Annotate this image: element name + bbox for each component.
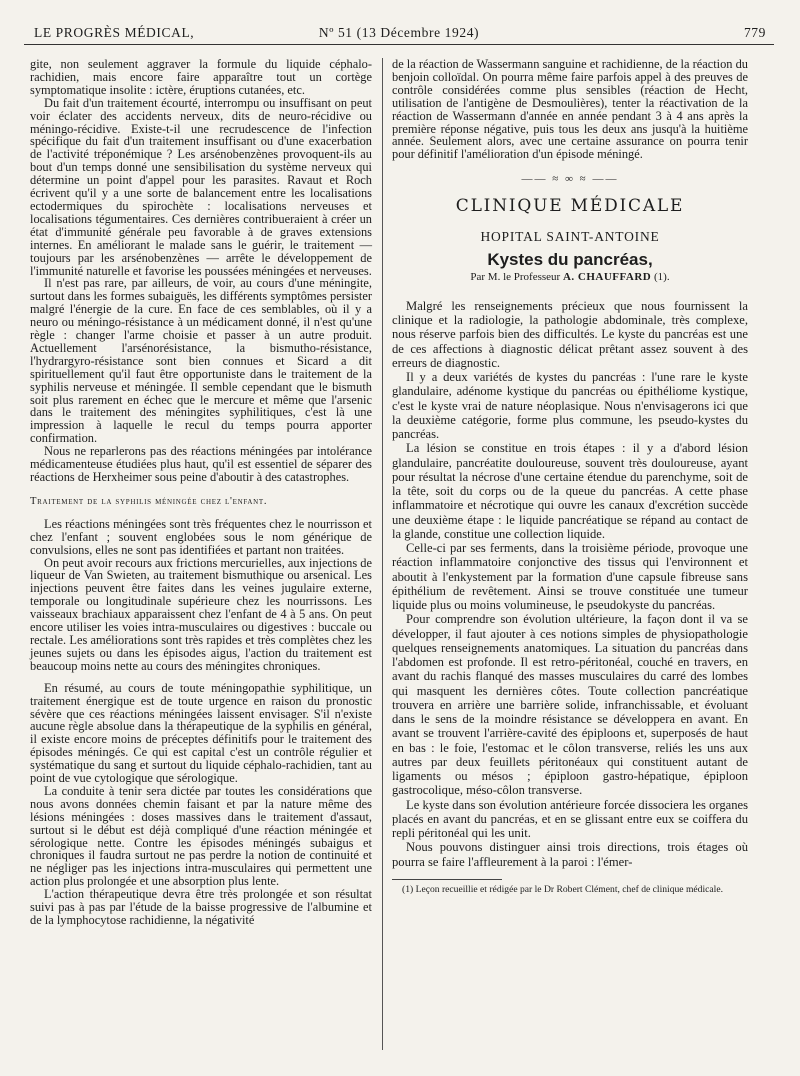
running-header <box>24 22 774 45</box>
paragraph: En résumé, au cours de toute méningopathie syphilitique, un traitement énergique est de toute urgence en raison du pronostic sévère que ces réactions méningées laissent envisager. S'il n'existe aucune règle absolue dans la thérapeutique de la syphilis en général, il existe encore moins de préceptes définitifs pour le traitement des épisodes méningés. Ce qui est capital c'est un contrôle régulier et systématique du sang et surtout du liquide céphalo-rachidien, tant au point de vue cytologique que sérologique. <box>30 680 372 786</box>
paragraph: Le kyste dans son évolution antérieure forcée dissociera les organes placés en avant du pancréas, et en se glissant entre eux se coiffera du repli péritonéal qui les unit. <box>392 797 748 841</box>
ornament-glyph: —— ≈ ∞ ≈ —— <box>521 173 619 186</box>
paragraph: de la réaction de Wassermann sanguine et rachidienne, de la réaction du benjoin colloïdal. On pourra même faire parfois appel à des preuves de contrôle considérées comme plus sensibles (réaction de Hecht, utilisation de l'antigène de Desmoulières), tenter la réactivation de la réaction de Wassermann d'année en année pendant 3 à 4 ans après la première réponse négative, puis tous les deux ans jusqu'à la huitième année. Seulement alors, avec une certaine assurance on pourra tenir pour définitif l'amélioration d'un épisode méningé. <box>392 57 748 162</box>
issue-info: Nº 51 (13 Décembre 1924) <box>318 25 480 40</box>
paragraph: Nous pouvons distinguer ainsi trois directions, trois étages où pourra se faire l'affleurement à la paroi : l'émer- <box>392 840 748 869</box>
paragraph: Nous ne reparlerons pas des réactions méningées par intolérance médicamenteuse étudiées plus haut, qu'il est essentiel de séparer des réactions de Herxheimer sous peine d'aboutir à des catastrophes. <box>30 444 372 484</box>
footnote-rule <box>392 879 502 880</box>
byline-prefix: Par M. le Professeur <box>470 270 561 283</box>
left-column <box>30 58 372 927</box>
section-ornament <box>392 173 748 186</box>
byline-author: A. CHAUFFARD <box>562 270 652 283</box>
byline <box>392 271 748 284</box>
paragraph: gite, non seulement aggraver la formule du liquide céphalo-rachidien, mais encore faire apparaître tout un cortège symptomatique insolite : ictère, éruptions cutanées, etc. <box>30 57 372 97</box>
article-title: Kystes du pancréas, <box>487 249 653 269</box>
paragraph: La conduite à tenir sera dictée par toutes les considérations que nous avons données chemin faisant et par la nature même des lésions méningées : doses massives dans le traitement d'assaut, surtout si le début est déjà compliqué d'une réaction méningée et sérologique nette. Contre les épisodes méningés subaigus et chroniques il faudra surtout ne pas perdre la notion de continuité et ne négliger pas les injections intra-musculaires qui permettent une action plus prolongée et une absorption plus lente. <box>30 783 372 889</box>
hospital-name: HOPITAL SAINT-ANTOINE <box>480 229 660 245</box>
journal-title: LE PROGRÈS MÉDICAL, <box>34 25 195 40</box>
page-number: 779 <box>743 25 766 40</box>
footnote-marker: (1). <box>654 270 670 283</box>
article-body <box>392 299 748 869</box>
paragraph: La lésion se constitue en trois étapes : il y a d'abord lésion glandulaire, pancréatite douloureuse, souvent très douloureuse, ayant pour résultat la nécrose d'une certaine étendue du parenchyme, soit de la tête, soit du corps ou de la queue du pancréas. A cette phase inflammatoire et nécrotique qui ouvre les canaux d'excrétion succède une deuxième étape : le liquide pancréatique se répand au contact de la glande, constitue une collection liquide. <box>392 441 748 541</box>
paragraph: On peut avoir recours aux frictions mercurielles, aux injections de liqueur de Van Swieten, au traitement bismuthique ou arsenical. Les injections peuvent être faites dans les veines jugulaire externe, temporale ou longitudinale supérieure chez les nourrissons. Les vaisseaux brachiaux apparaissent chez l'enfant de 4 à 5 ans. On peut encore utiliser les voies intra-musculaires ou digestives : buccale ou rectale. Les améliorations sont très rapides et très complètes chez les jeunes sujets ou dans les épisodes aigus, l'action du traitement est beaucoup moins nette au cours des méningites chroniques. <box>30 555 372 673</box>
column-divider <box>382 58 383 1050</box>
paragraph: Du fait d'un traitement écourté, interrompu ou insuffisant on peut voir éclater des accidents nerveux, dits de neuro-récidive ou méningo-récidive. Existe-t-il une recrudescence de l'infection spécifique du fait d'un traitement insuffisant ou d'une exacerbation de l'activité tréponémique ? Les arsénobenzènes provoquent-ils au bout d'un temps donné une sensibilisation du système nerveux qui détermine un point d'appel pour les parasites. Ravaut et Roch écrivent qu'il y a une sorte de balancement entre les localisations ectodermiques du spirochète : localisations nerveuses et localisations tégumentaires. Ces dernières contribueraient à créer un état d'immunité générale peu favorable à de graves extensions internes. En améliorant le malade sans le guérir, le traitement — toujours par les arsénobenzènes — arrête le développement de l'immunité naturelle et favorise les poussées méningées et nerveuses. <box>30 95 372 278</box>
paragraph: Malgré les renseignements précieux que nous fournissent la clinique et la radiologie, la pathologie abdominale, très complexe, nous réserve parfois bien des difficultés. Le kyste du pancréas est une de ces affections à diagnostic délicat prêtant assez souvent à des erreurs de diagnostic. <box>392 298 748 370</box>
section-subheading: Traitement de la syphilis méningée chez l'enfant. <box>30 495 268 507</box>
footnote: (1) Leçon recueillie et rédigée par le Dr Robert Clément, chef de clinique médicale. <box>402 883 723 895</box>
paragraph: Il y a deux variétés de kystes du pancréas : l'une rare le kyste glandulaire, adénome kystique du pancréas ou épithéliome kystique, c'est le kyste vrai de nature néoplasique. Nous n'envisagerons ici que la deuxième catégorie, forme plus commune, les pseudo-kystes du pancréas. <box>392 370 748 442</box>
paragraph: Les réactions méningées sont très fréquentes chez le nourrisson et chez l'enfant ; souvent englobées sous le nom générique de convulsions, elles ne sont pas identifiées et partant non traitées. <box>30 516 372 557</box>
paragraph: Celle-ci par ses ferments, dans la troisième période, provoque une réaction inflammatoire conjonctive des tissus qui l'environnent et aboutit à l'enkystement par la formation d'une capsule fibreuse sans épithélium de revêtement. Ainsi se trouve constituée une tumeur liquide plus ou moins volumineuse, le pseudokyste du pancréas. <box>392 541 748 613</box>
paragraph: Il n'est pas rare, par ailleurs, de voir, au cours d'une méningite, surtout dans les formes subaiguës, les différents symptômes persister malgré l'énergie de la cure. En face de ces semblables, où il y a neuro ou méningo-résistance à un médicament donné, il n'est qu'une règle : changer l'arme choisie et passer à un autre produit. Actuellement l'arsénorésistance, la bismutho-résistance, l'hydrargyro-résistance sont bien connues et Sicard a dit spirituellement qu'il faut être opportuniste dans le traitement de la syphilis nerveuse et méningée. Il semble cependant que le bismuth soit plus rarement en échec que le mercure et même que l'arsenic dans le traitement des méningites syphilitiques, c'est là une impression à laquelle le recul du temps pourra apporter confirmation. <box>30 276 372 446</box>
paragraph: L'action thérapeutique devra être très prolongée et son résultat suivi pas à pas par l'étude de la baisse progressive de l'albumine et de la lymphocytose rachidienne, la négativité <box>30 887 372 927</box>
right-column <box>392 58 748 895</box>
section-title: CLINIQUE MÉDICALE <box>455 196 685 217</box>
paragraph: Pour comprendre son évolution ultérieure, la façon dont il va se développer, il faut ajouter à ces notions simples de physiopathologie quelques renseignements anatomiques. La situation du pancréas dans l'abdomen est profonde. Il est retro-péritonéal, couché en travers, en avant du rachis flanqué des masses musculaires du carré des lombes qui masquent les dernières côtes. Toute collection pancréatique trouvera en arrière une barrière solide, infranchissable, et évoluant dans le sens de la moindre résistance se développera en avant. En avant se trouvent l'arrière-cavité des épiploons et, superposés de haut en bas : le foie, l'estomac et le côlon transverse, reliés les uns aux autres par deux feuillets péritonéaux qui constituent autant de ligaments ou mésos ; épiploon gastro-hépatique, épiploon gastrocolique, méso-côlon transverse. <box>392 612 748 798</box>
